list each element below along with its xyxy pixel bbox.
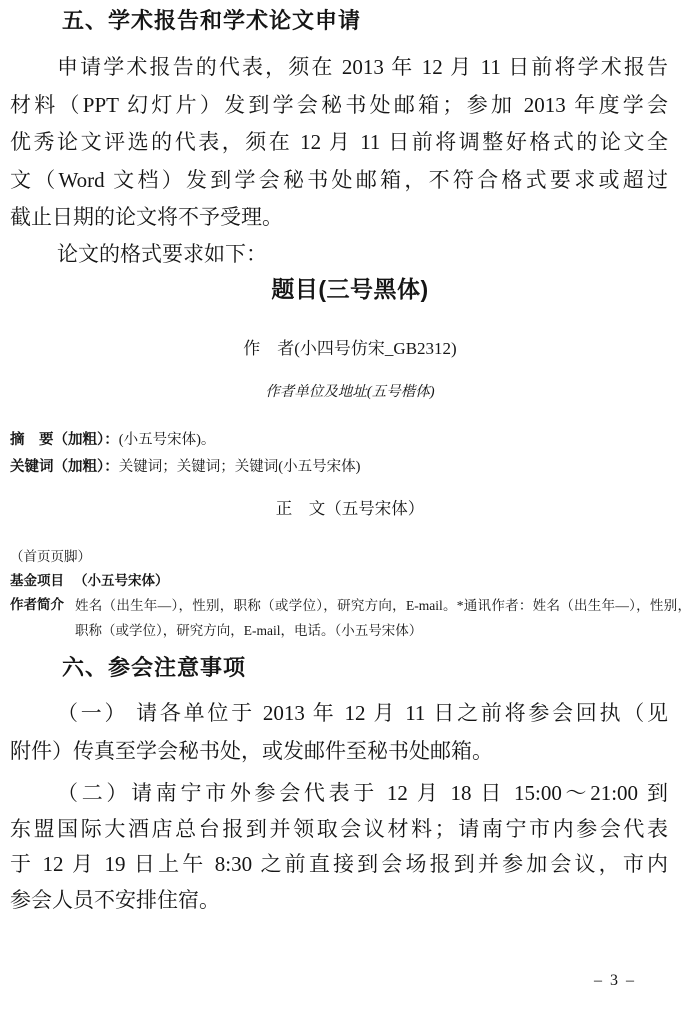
paragraph-line: 附件）传真至学会秘书处，或发邮件至秘书处邮箱。 [10,738,493,763]
spec-bodytext-line: 正 文（五号宋体） [275,499,425,518]
paragraph-line: （二）请南宁市外参会代表于 12 月 18 日 15:00～21:00 到 [57,781,668,805]
spec-title-line: 题目(三号黑体) [271,276,429,302]
page-number: – 3 – [594,972,636,989]
fund-value: （小五号宋体） [74,573,169,588]
keywords-value: 关键词；关键词；关键词(小五号宋体) [118,459,361,475]
paragraph-line: 论文的格式要求如下： [57,242,267,266]
paragraph-reply-slip [10,695,668,770]
section-6-heading: 六、参会注意事项 [62,655,247,680]
bio-line: 职称（或学位），研究方向，E-mail，电话。（小五号宋体） [75,623,423,638]
paragraph-line: （一） 请各单位于 2013 年 12 月 11 日之前将参会回执（见 [57,701,668,725]
spec-footer-note: （首页页脚） [10,549,91,564]
paragraph-line: 截止日期的论文将不予受理。 [10,205,283,229]
paragraph-format-intro [10,236,668,274]
spec-fund-line [10,569,692,589]
paragraph-line: 优秀论文评选的代表，须在 12 月 11 日前将调整好格式的论文全 [10,130,668,154]
spec-author-line: 作 者(小四号仿宋_GB2312) [243,339,457,358]
paragraph-line: 参会人员不安排住宿。 [10,887,220,912]
paragraph-line: 于 12 月 19 日上午 8:30 之前直接到会场报到并参加会议，市内 [10,852,668,876]
abstract-label: 摘 要（加粗）： [10,432,119,448]
paragraph-line: 材料（PPT 幻灯片）发到学会秘书处邮箱；参加 2013 年度学会 [10,92,668,117]
bio-line: 姓名（出生年—），性别，职称（或学位），研究方向，E-mail。*通讯作者：姓名（出生年—），性别， [75,598,691,613]
spec-abstract-line [10,428,692,449]
paragraph-line: 东盟国际大酒店总台报到并领取会议材料；请南宁市内参会代表 [10,816,668,841]
fund-label: 基金项目 [10,573,64,588]
spec-affiliation-line: 作者单位及地址(五号楷体) [265,384,435,400]
keywords-label: 关键词（加粗）： [10,459,119,475]
bio-label: 作者简介 [10,597,64,612]
section-5-heading: 五、学术报告和学术论文申请 [62,8,362,33]
paragraph-checkin [10,776,668,918]
abstract-value: (小五号宋体)。 [118,432,216,448]
paragraph-line: 申请学术报告的代表，须在 2013 年 12 月 11 日前将学术报告 [57,55,668,79]
spec-keywords-line [10,455,692,476]
paragraph-report-submission [10,49,668,237]
bio-text [75,593,691,643]
paragraph-line: 文（Word 文档）发到学会秘书处邮箱，不符合格式要求或超过 [10,167,668,192]
